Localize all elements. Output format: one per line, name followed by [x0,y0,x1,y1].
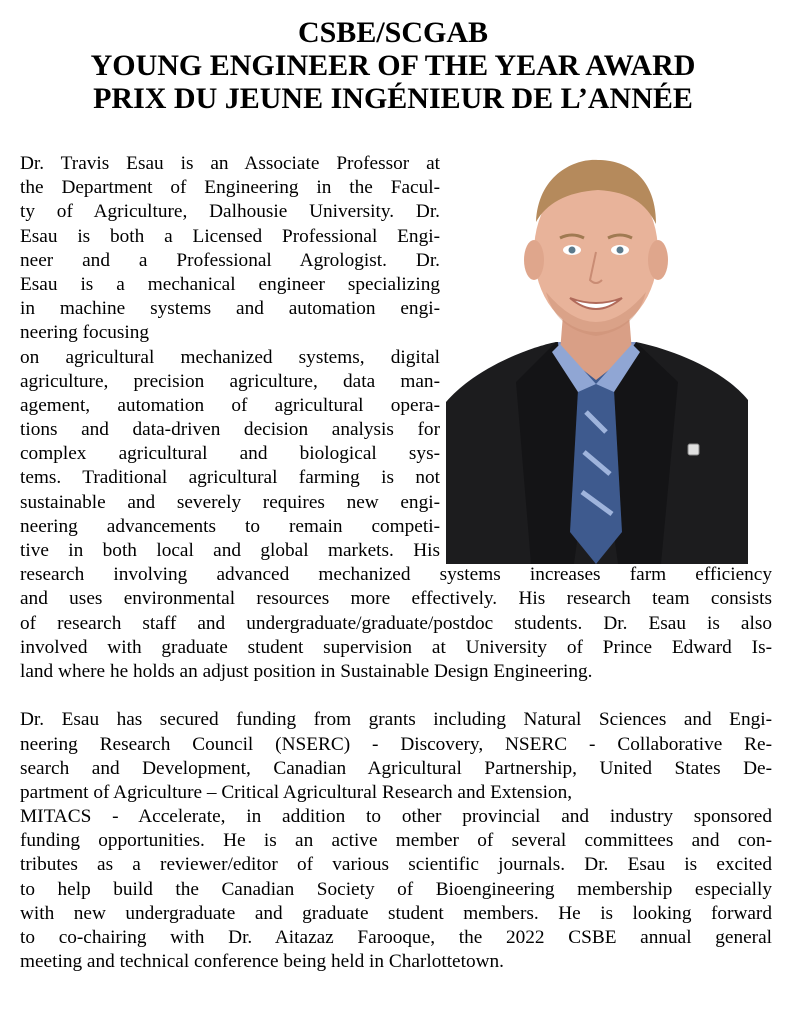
text-line: tions and data-driven decision analysis for [20,419,440,441]
text-line: partment of Agriculture – Critical Agricultural Research and Extension, [20,781,573,803]
biography-text [20,152,772,974]
biography-paragraph-2 [20,708,772,974]
text-line: Esau is both a Licensed Professional Engi- [20,225,440,247]
text-line: with new undergraduate and graduate student members. He is looking forward [20,902,772,924]
text-line: to help build the Canadian Society of Bioengineering membership especially [20,878,772,900]
text-line: of research staff and undergraduate/graduate/postdoc students. Dr. Esau is also [20,612,772,634]
text-line: in machine systems and automation engi- [20,298,440,320]
text-line: tributes as a reviewer/editor of various scientific journals. Dr. Esau is excited [20,854,772,876]
text-line: ty of Agriculture, Dalhousie University. Dr. [20,201,440,223]
text-line: complex agricultural and biological sys- [20,443,440,465]
text-line: tems. Traditional agricultural farming is not [20,467,440,489]
text-line: Dr. Esau has secured funding from grants including Natural Sciences and Engi- [20,709,772,731]
text-line: the Department of Engineering in the Facul- [20,177,440,199]
text-line: Esau is a mechanical engineer specializing [20,273,440,295]
text-line: funding opportunities. He is an active member of several committees and con- [20,830,772,852]
text-line: search and Development, Canadian Agricultural Partnership, United States De- [20,757,772,779]
text-line: neering advancements to remain competi- [20,515,440,537]
society-acronym: CSBE/SCGAB [297,16,489,49]
text-line: sustainable and severely requires new engi- [20,491,440,513]
text-line: on agricultural mechanized systems, digital [20,346,440,368]
text-line: land where he holds an adjust position in Sustainable Design Engineering. [20,660,593,682]
text-line: agement, automation of agricultural opera- [20,394,440,416]
paragraph-spacer [20,684,772,708]
award-header [0,16,786,115]
text-line: and uses environmental resources more effectively. His research team consists [20,588,772,610]
text-line: neer and a Professional Agrologist. Dr. [20,249,440,271]
text-line: research involving advanced mechanized systems increases farm efficiency [20,564,772,586]
text-line: MITACS - Accelerate, in addition to other provincial and industry sponsored [20,806,772,828]
award-title-english: YOUNG ENGINEER OF THE YEAR AWARD [90,49,696,82]
text-line: neering Research Council (NSERC) - Discovery, NSERC - Collaborative Re- [20,733,772,755]
text-line: meeting and technical conference being held in Charlottetown. [20,951,504,973]
award-title-french: PRIX DU JEUNE INGÉNIEUR DE L’ANNÉE [93,82,693,115]
biography-paragraph-1 [20,152,772,684]
text-line: agriculture, precision agriculture, data man- [20,370,440,392]
text-line: involved with graduate student supervision at University of Prince Edward Is- [20,636,772,658]
text-line: tive in both local and global markets. His [20,540,440,561]
text-line: neering focusing [20,322,150,344]
text-line: Dr. Travis Esau is an Associate Professor at [20,153,440,174]
text-line: to co-chairing with Dr. Aitazaz Farooque, the 2022 CSBE annual general [20,927,772,948]
